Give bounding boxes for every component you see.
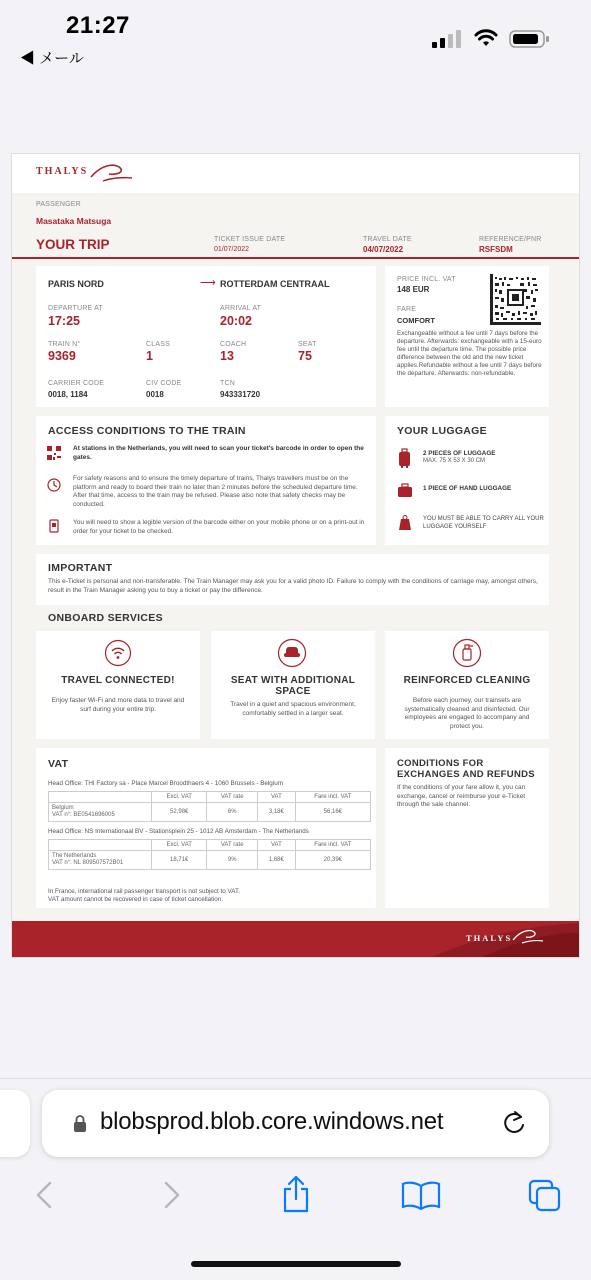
price-value: 148 EUR (397, 285, 430, 294)
seat-label: SEAT (298, 341, 317, 348)
suitcase-icon (398, 448, 411, 468)
wifi-icon (474, 28, 498, 48)
vat-cell: 18,71€ (152, 851, 207, 870)
service-title-wifi: TRAVEL CONNECTED! (61, 675, 175, 686)
ticket-footer (12, 921, 579, 957)
back-icon[interactable] (34, 1180, 54, 1210)
service-card-cleaning (385, 631, 549, 739)
vat-cell: 3,18€ (258, 803, 296, 822)
battery-icon (509, 29, 551, 49)
price-card (385, 266, 549, 407)
issue-date: 01/07/2022 (214, 246, 250, 253)
service-title-cleaning: REINFORCED CLEANING (403, 675, 531, 686)
vat-title: VAT (48, 758, 69, 770)
vat-cell: 9% (207, 851, 258, 870)
tabs-icon[interactable] (527, 1178, 563, 1214)
vat-note-cancellation: VAT amount cannot be recovered in case of ticket cancellation. (48, 896, 224, 903)
home-indicator (191, 1261, 401, 1267)
vat-header: VAT rate (207, 840, 258, 851)
share-icon[interactable] (280, 1174, 312, 1214)
ticket-header (12, 154, 579, 193)
passenger-label: PASSENGER (36, 201, 81, 208)
class-value: 1 (146, 349, 153, 363)
vat-header: Fare incl. VAT (295, 840, 370, 851)
access-note-legible-barcode: You will need to show a legible version of the barcode either on your mobile phone or on a print-out in order for your ticket to be checked. (73, 519, 365, 535)
mobile-ticket-icon (47, 519, 61, 533)
vat-header: Excl. VAT (152, 792, 207, 803)
vat-table-netherlands (48, 839, 371, 870)
thalys-logo: THALYS (36, 166, 89, 177)
carry-luggage-yourself: YOU MUST BE ABLE TO CARRY ALL YOUR LUGGAGE YOURSELF (423, 516, 544, 530)
cleaning-service-icon (452, 638, 482, 668)
destination-station: ROTTERDAM CENTRAAL (220, 279, 330, 289)
route-arrow-icon: ⟶ (200, 277, 216, 289)
your-trip-title: YOUR TRIP (36, 237, 110, 252)
carrier-code: 0018, 1184 (48, 390, 88, 399)
vat-header: VAT (258, 792, 296, 803)
qr-scan-icon (47, 446, 61, 460)
tcn-value: 943331720 (220, 390, 261, 399)
seat-service-icon (277, 638, 307, 668)
luggage-dimensions: MAX. 75 X 53 X 30 CM (423, 458, 486, 464)
vat-office-netherlands: Head Office: NS Internationaal BV - Stationsplein 25 - 1012 AB Amsterdam - The Netherlands (48, 828, 309, 835)
vat-number: VAT n°: NL 809507572B01 (52, 860, 124, 866)
vat-card (36, 748, 376, 908)
cellular-signal-icon (432, 30, 462, 48)
access-note-safety: For safety reasons and to ensure the timely departure of trains, Thalys travellers must be on the platform and ready to board their train no later than 2 minutes before the scheduled departure time. After that time, access to the train may be refused. Please also note that safety checks may be conducted. (73, 475, 358, 508)
conditions-title: CONDITIONS FOR EXCHANGES AND REFUNDS (397, 758, 535, 780)
service-text-seat: Travel in a quiet and spacious environment, comfortably settled in a larger seat. (230, 701, 356, 717)
forward-icon[interactable] (162, 1180, 182, 1210)
civ-code: 0018 (146, 390, 164, 399)
arrival-time: 20:02 (220, 314, 252, 328)
service-text-wifi: Enjoy faster Wi-Fi and more data to travel and surf during your entire trip. (51, 697, 185, 713)
issue-date-label: TICKET ISSUE DATE (214, 236, 286, 243)
vat-header: Excl. VAT (152, 840, 207, 851)
train-number: 9369 (48, 349, 76, 363)
vat-table-belgium (48, 791, 371, 822)
coach-value: 13 (220, 349, 234, 363)
url-text[interactable]: blobsprod.blob.core.windows.net (100, 1108, 444, 1135)
hand-luggage-icon (397, 483, 413, 497)
travel-date-label: TRAVEL DATE (363, 236, 412, 243)
train-label: TRAIN N° (48, 341, 81, 348)
access-title: ACCESS CONDITIONS TO THE TRAIN (48, 425, 246, 437)
wifi-service-icon (104, 639, 132, 667)
hand-luggage-allowance: 1 PIECE OF HAND LUGGAGE (423, 485, 512, 492)
travel-date: 04/07/2022 (363, 245, 404, 254)
fare-label: FARE (397, 306, 417, 313)
carrier-code-label: CARRIER CODE (48, 380, 105, 387)
bookmarks-icon[interactable] (401, 1180, 441, 1210)
conditions-text: If the conditions of your fare allow it, you can exchange, cancel or reimburse your e-Ticket through the sale channel. (397, 784, 526, 808)
class-label: CLASS (146, 341, 170, 348)
reference-label: REFERENCE/PNR (479, 236, 542, 243)
vat-cell: 1,68€ (258, 851, 296, 870)
header-divider (12, 257, 579, 259)
vat-cell: 6% (207, 803, 258, 822)
reload-icon[interactable] (501, 1109, 527, 1137)
vat-header: Fare incl. VAT (295, 792, 370, 803)
access-conditions-card (36, 416, 376, 545)
weight-icon (398, 515, 412, 530)
journey-card (36, 266, 376, 407)
vat-cell: 52,98€ (152, 803, 207, 822)
footer-swoosh-icon (512, 927, 544, 947)
onboard-services-title: ONBOARD SERVICES (48, 612, 163, 624)
exchange-conditions-card (385, 748, 549, 908)
vat-number: VAT n°: BE0541696005 (52, 812, 115, 818)
footer-thalys-logo: THALYS (466, 933, 513, 943)
status-time: 21:27 (66, 12, 130, 39)
ticket-barcode (490, 274, 541, 325)
luggage-card (385, 416, 549, 545)
seat-value: 75 (298, 349, 312, 363)
lock-icon (73, 1114, 87, 1133)
e-ticket-document (12, 154, 579, 957)
coach-label: COACH (220, 341, 247, 348)
previous-tab-card[interactable] (0, 1090, 30, 1157)
service-card-seat (211, 631, 375, 739)
clock-icon (47, 478, 61, 492)
luggage-title: YOUR LUGGAGE (397, 425, 487, 437)
vat-note-france: In France, international rail passenger transport is not subject to VAT. (48, 888, 240, 895)
vat-country: The Netherlands (52, 853, 97, 859)
passenger-name: Masataka Matsuga (36, 216, 112, 226)
arrival-label: ARRIVAL AT (220, 305, 262, 312)
price-label: PRICE INCL. VAT (397, 276, 456, 283)
important-card (36, 554, 549, 605)
service-title-seat: SEAT WITH ADDITIONAL SPACE (230, 675, 356, 697)
vat-cell: 20,39€ (295, 851, 370, 870)
reference-pnr: RSFSDM (479, 245, 513, 254)
vat-country: Belgium (52, 805, 74, 811)
luggage-allowance: 2 PIECES OF LUGGAGE (423, 450, 496, 457)
back-to-mail-link[interactable]: ◀ メール (20, 50, 84, 67)
origin-station: PARIS NORD (48, 279, 104, 289)
vat-header: VAT (258, 840, 296, 851)
civ-code-label: CIV CODE (146, 380, 182, 387)
vat-header: VAT rate (207, 792, 258, 803)
departure-time: 17:25 (48, 314, 80, 328)
important-title: IMPORTANT (48, 562, 113, 574)
fare-conditions-text: Exchangeable without a fee until 7 days before the departure. Afterwards: exchangeable with a 15-euro fee until the departure time. The possible price difference between the old and the new ticket applies.Refundable without a fee until 7 days before the departure. Afterwards: non-refundable. (397, 330, 542, 377)
important-text: This e-Ticket is personal and non-transferable. The Train Manager may ask you for a valid photo ID. Failure to comply with the conditions of carriage may, amongst others, result in the Train Manager asking you to buy a ticket or pay the difference. (48, 578, 538, 594)
service-card-wifi (36, 631, 200, 739)
fare-type: COMFORT (397, 316, 435, 325)
vat-office-belgium: Head Office: THI Factory sa - Place Marcel Broodthaers 4 - 1060 Brussels - Belgium (48, 780, 283, 787)
departure-label: DEPARTURE AT (48, 305, 103, 312)
vat-cell: 56,16€ (295, 803, 370, 822)
thalys-swoosh-icon (89, 161, 133, 185)
access-note-barcode-gates: At stations in the Netherlands, you will need to scan your ticket's barcode in order to open the gates. (73, 445, 364, 461)
tcn-label: TCN (220, 380, 235, 387)
service-text-cleaning: Before each journey, our trainsets are systematically cleaned and disinfected. Our employees are engaged to accompany and protect you. (404, 697, 530, 730)
